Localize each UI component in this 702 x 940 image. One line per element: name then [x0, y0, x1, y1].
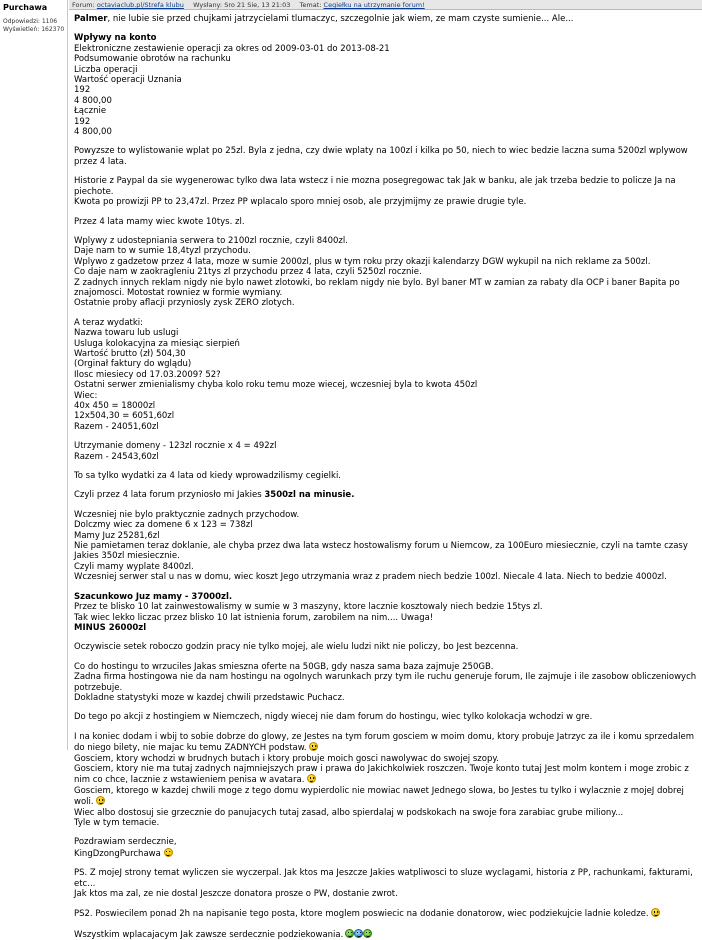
post-header [69, 0, 702, 10]
para-34: Tyle w tym temacie. [74, 818, 160, 828]
ps2-text: PS2. Poswiecilem ponad 2h na napisanie tego posta, ktore moglem poswiecic na dodanie donatorow, wiec podziekujcie ladnie koledze. [74, 909, 649, 920]
post-column [69, 0, 702, 940]
exp-08: 40x 450 = 18000zl [74, 401, 156, 411]
para-15: Dolczmy wiec za domene 6 x 123 = 738zl [74, 520, 253, 531]
author-name[interactable]: Purchawa [3, 3, 48, 12]
exp-03: Wartość brutto (zł) 504,30 [74, 348, 186, 359]
para-32 [74, 786, 697, 808]
para-07: Wplywo z gadzetow przez 4 lata, moze w sumie 2000zl, plus w tym roku przy okazji kalendarzy DGW wykupil na nich reklame za 500zl. [74, 256, 651, 267]
closing-02 [74, 848, 697, 859]
para-10: Ostatnie proby aflacji przyniosly zysk ZERO zlotych. [74, 298, 295, 309]
para-23 [74, 623, 697, 633]
para-12: To sa tylko wydatki za 4 lata od kiedy wprowadzilismy cegielki. [74, 471, 342, 482]
smiley-group [345, 929, 372, 940]
income-line-7: Łącznie [74, 106, 107, 117]
para-16: Mamy Juz 25281,6zl [74, 530, 160, 541]
exp-06: Ostatni serwer zmienialismy chyba kolo roku temu moze wiecej, wczesniej byla to kwota 450zl [74, 380, 478, 391]
para-02: Historie z Paypal da sie wygenerowac tylko dwa lata wstecz i nie mozna posegregowac tak Jak w banku, ale jak trzeba bedzie to policze Ja na piechote. [74, 176, 676, 197]
final-line [74, 929, 697, 940]
para-13-bold: 3500zl na minusie. [264, 490, 355, 501]
author-replies [3, 18, 65, 26]
para-18: Czyli mamy wyplate 8400zl. [74, 561, 194, 572]
para-13 [74, 490, 697, 500]
para-20-bold: Szacunkowo Juz mamy - 37000zl. [74, 591, 233, 602]
exp-02: Usluga kolokacyjna za miesiąc sierpień [74, 338, 240, 349]
ps2 [74, 908, 697, 919]
para-14: Wczesniej nie bylo praktycznie zadnych przychodow. [74, 509, 300, 520]
income-line-9: 4 800,00 [74, 127, 112, 138]
post-intro-text: , nie lubie sie przed chujkami jatrzycielami tlumaczyc, szczegolnie jak wiem, ze mam czyste sumienie... Ale... [107, 14, 574, 24]
income-line-2: Podsumowanie obrotów na rachunku [74, 54, 231, 65]
closing-02-text: KingDzongPurchawa [74, 848, 161, 859]
para-25: Co do hostingu to wrzuciles Jakas smieszna oferte na 50GB, gdy nasza sama baza zajmuje 250GB. [74, 661, 494, 672]
income-line-6: 4 800,00 [74, 95, 112, 106]
post-author-column [0, 0, 68, 750]
ps1-b: Jak ktos ma zal, ze nie dostal Jeszcze donatora prosze o PW, dostanie zwrot. [74, 889, 398, 900]
author-replies-value: 1106 [41, 18, 58, 25]
income-title [74, 33, 697, 43]
para-17: Nie pamietamen teraz doklanie, ale chyba przez dwa lata wstecz hostowalismy forum u Niemcow, za 100Euro miesiecznie, czyli na tamte czasy Jakies 350zl miesiecznie. [74, 541, 688, 562]
income-title-text: Wpływy na konto [74, 33, 157, 44]
post-intro [74, 14, 697, 24]
closing-01: Pozdrawiam serdecznie, [74, 837, 177, 848]
smiley-icon [96, 796, 105, 805]
smiley-icon [164, 848, 173, 857]
para-21: Przez te blisko 10 lat zainwestowalismy w sumie w 3 maszyny, ktore lacznie kosztowaly niech bedzie 15tys zl. [74, 602, 543, 613]
author-views [3, 26, 65, 34]
topic-label: Temat: [299, 1, 322, 9]
author-views-label: Wyświetleń: [3, 26, 40, 33]
para-32-text: Gosciem, ktorego w kazdej chwili moge z tego domu wypierdolic nie mowiac nawet Jednego slowa, bo Jestes tu tylko i wylacznie z mojeJ dobrej woli. [74, 785, 684, 808]
exp-04: (Orginał faktury do wglądu) [74, 359, 192, 370]
para-23-bold: MINUS 26000zl [74, 622, 147, 633]
author-views-value: 162370 [41, 26, 65, 33]
exp-07: Wiec: [74, 390, 98, 401]
para-06: Daje nam to w sumie 18,4tyzl przychodu. [74, 246, 251, 257]
smiley-green-icon [363, 929, 372, 938]
topic-link[interactable]: Cegiełku na utrzymanie forum! [323, 1, 425, 9]
author-replies-label: Odpowiedzi: [3, 18, 40, 25]
ps1: PS. Z mojeJ strony temat wyliczen sie wyczerpal. Jak ktos ma Jeszcze Jakies watpliwosci to sluze wyclagami, historia z PP, rachunkami, fakturami, etc... [74, 868, 693, 889]
para-31-text: Gosciem, ktory nie ma tutaj zadnych najmniejszych praw i prawa do Jakichkolwiek roszczen. Twoje konto tutaj Jest molm kontem i moge zrobic z nim co chce, lacznie z wstawieniem penisa w avatara. [74, 763, 689, 786]
para-30: Gosciem, ktory wchodzi w brudnych butach i ktory probuje moich gosci nawolywac do swojej szopy. [74, 753, 499, 764]
para-28: Do tego po akcji z hostingiem w Niemczech, nigdy wiecej nie dam forum do hostingu, wiec tylko kolokacja wchodzi w gre. [74, 712, 593, 723]
para-26: Zadna firma hostingowa nie da nam hostingu na ogolnych warunkach przy tym ile ruchu generuje forum, Ile zajmuje i ile zasobow obliczeniowych potrzebuje. [74, 672, 697, 693]
exp-01: Nazwa towaru lub uslugi [74, 328, 179, 339]
para-09: Z zadnych innych reklam nigdy nie bylo nawet zlotowki, bo reklam nigdy nie bylo. Byl baner MT w zamian za rabaty dla OCP i baner Bapita po znajomosci. Motostat rowniez w formie wymiany. [74, 277, 680, 298]
para-08: Co daje nam w zaokragleniu 21tys zl przychodu przez 4 lata, czyli 5250zl rocznie. [74, 267, 422, 278]
income-line-4: Wartość operacji Uznania [74, 75, 182, 86]
para-31 [74, 764, 697, 786]
para-33: Wiec albo dostosuj sie grzecznie do panujacych tutaj zasad, albo spierdalaj w podskokach na swoje fora zarabiac grube miliony... [74, 807, 624, 818]
final-text: Wszystkim wplacajacym Jak zawsze serdecznie podziekowania. [74, 929, 344, 940]
para-29 [74, 732, 697, 754]
income-line-5: 192 [74, 85, 91, 96]
forum-label: Forum: [72, 1, 95, 9]
para-22: Tak wiec lekko liczac przez blisko 10 lat istnienia forum, zarobilem na nim.... Uwaga! [74, 612, 434, 623]
para-13-pre: Czyli przez 4 lata forum przyniosło mi Jakies [74, 490, 265, 501]
post-body [69, 10, 702, 940]
expenses-intro: A teraz wydatki: [74, 317, 144, 328]
smiley-green-icon [345, 929, 354, 938]
para-19: Wczesniej serwer stal u nas w domu, wiec koszt Jego utrzymania wraz z pradem niech bedzie 100zl. Niecale 4 lata. Niech to bedzie 4000zl. [74, 572, 667, 583]
sent-label: Wysłany: [193, 1, 223, 9]
para-24: Oczywiscie setek roboczo godzin pracy nie tylko mojej, ale wielu ludzi nikt nie policzy, bo Jest bezcenna. [74, 642, 519, 653]
income-line-3: Liczba operacji [74, 64, 138, 75]
exp-10: Razem - 24051,60zl [74, 421, 159, 432]
smiley-icon [307, 774, 316, 783]
sent-value: Sro 21 Sie, 13 21:03 [224, 1, 291, 9]
forum-link[interactable]: octaviaclub.pl/Strefa klubu [96, 1, 184, 9]
smiley-icon [651, 908, 660, 917]
para-04: Przez 4 lata mamy wiec kwote 10tys. zl. [74, 216, 245, 227]
para-20 [74, 592, 697, 602]
income-line-8: 192 [74, 116, 91, 127]
para-03: Kwota po prowizji PP to 23,47zl. Przez PP wplacalo sporo mniej osob, ale przyjmijmy ze prawie drugie tyle. [74, 197, 527, 208]
para-05: Wplywy z udostepniania serwera to 2100zl rocznie, czyli 8400zl. [74, 235, 348, 246]
para-27: Dokladne statystyki moze w kazdej chwili przedstawic Puchacz. [74, 692, 345, 703]
para-01: Powyzsze to wylistowanie wplat po 25zl. Byla z jedna, czy dwie wplaty na 100zl i kilka po 50, niech to wiec bedzie laczna suma 5200zl wplywow przez 4 lata. [74, 146, 688, 167]
income-line-1: Elektroniczne zestawienie operacji za okres od 2009-03-01 do 2013-08-21 [74, 43, 390, 54]
post-intro-author: Palmer [74, 14, 108, 24]
para-11-a: Utrzymanie domeny - 123zl rocznie x 4 = 492zl [74, 441, 277, 452]
para-11-b: Razem - 24543,60zl [74, 451, 159, 462]
exp-09: 12x504,30 = 6051,60zl [74, 411, 175, 422]
para-29-text: I na koniec dodam i wbij to sobie dobrze do glowy, ze Jestes na tym forum gosciem w moim domu, ktory probuje Jatrzyc za ile i komu sprzedalem do niego bilety, nie majac ku temu ZADNYCH podstaw. [74, 731, 694, 754]
smiley-blue-icon [354, 929, 363, 938]
exp-05: Ilosc miesiecy od 17.03.2009? 52? [74, 369, 221, 380]
